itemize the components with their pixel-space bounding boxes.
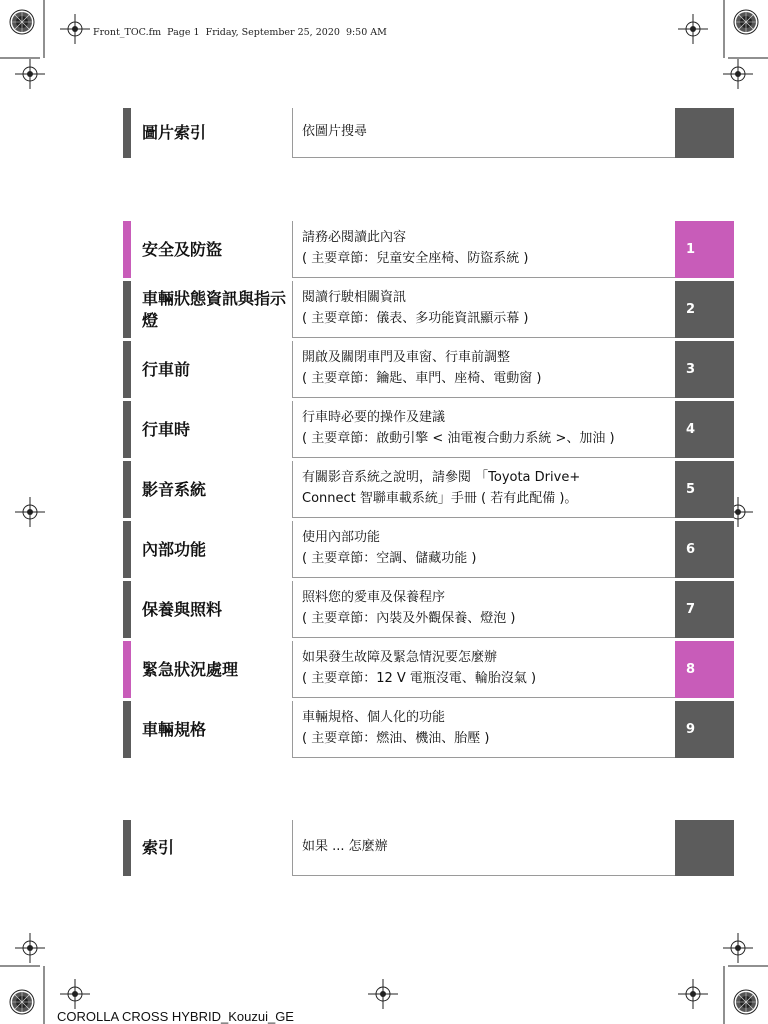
chapter-tab-9[interactable] [675,701,734,758]
chapter-title: 影音系統 [142,479,207,499]
chapter-bar [123,221,131,278]
chapter-title: 行車前 [142,359,191,379]
print-header-text: Front_TOC.fm Page 1 Friday, September 25, 2020 9:50 AM [93,27,387,38]
chapter-desc-line1: 請務必閱讀此內容 [302,230,407,245]
chapter-bar [123,581,131,638]
chapter-desc-line1: 使用內部功能 [302,530,381,545]
chapter-row-8[interactable] [123,641,734,698]
chapter-bar [123,401,131,458]
chapter-desc-line1: 開啟及關閉車門及車窗、行車前調整 [302,350,511,365]
chapter-number: 3 [686,362,696,377]
chapter-desc [292,581,675,638]
alphabetical-index-tab[interactable] [675,820,734,876]
pictorial-index-tab[interactable] [675,108,734,158]
chapter-tab-7[interactable] [675,581,734,638]
chapter-tab-4[interactable] [675,401,734,458]
chapter-bar [123,341,131,398]
chapter-bar [123,641,131,698]
chapter-bar [123,701,131,758]
chapter-row-7[interactable] [123,581,734,638]
chapter-number: 5 [686,482,696,497]
chapter-desc-line1: 照料您的愛車及保養程序 [302,590,446,605]
chapter-desc-line2: ( 主要章節：啟動引擎 < 油電複合動力系統 >、加油 ) [302,430,615,446]
chapter-desc-line2: ( 主要章節：鑰匙、車門、座椅、電動窗 ) [302,370,542,386]
chapter-desc-line1: 閱讀行駛相關資訊 [302,290,407,305]
chapter-number: 2 [686,302,696,317]
chapter-desc-line2: Connect 智聯車載系統」手冊 ( 若有此配備 )。 [302,490,578,506]
chapter-tab-5[interactable] [675,461,734,518]
chapter-row-4[interactable] [123,401,734,458]
chapter-desc [292,701,675,758]
chapter-number: 9 [686,722,696,737]
chapter-desc-line2: ( 主要章節：燃油、機油、胎壓 ) [302,730,490,746]
chapter-tab-2[interactable] [675,281,734,338]
pictorial-index-row[interactable] [123,108,734,158]
chapter-desc-line2: ( 主要章節：儀表、多功能資訊顯示幕 ) [302,310,529,326]
chapter-desc [292,641,675,698]
chapter-desc-line1: 行車時必要的操作及建議 [302,410,446,425]
chapter-title: 車輛狀態資訊與指示燈 [142,288,287,330]
chapter-tab-8[interactable] [675,641,734,698]
chapter-desc [292,341,675,398]
chapter-row-6[interactable] [123,521,734,578]
pictorial-index-desc [292,108,675,158]
print-footer-text: COROLLA CROSS HYBRID_Kouzui_GE [57,1009,294,1024]
chapter-desc [292,221,675,278]
chapter-title: 保養與照料 [142,599,223,619]
chapter-desc-line2: ( 主要章節：12 V 電瓶沒電、輪胎沒氣 ) [302,670,537,686]
chapter-bar [123,281,131,338]
chapter-row-3[interactable] [123,341,734,398]
chapter-tab-6[interactable] [675,521,734,578]
chapter-row-5[interactable] [123,461,734,518]
chapter-desc-line1: 如果發生故障及緊急情況要怎麼辦 [302,650,498,665]
pictorial-index-title: 圖片索引 [142,123,207,142]
chapter-number: 7 [686,602,696,617]
chapter-tab-3[interactable] [675,341,734,398]
chapter-desc [292,461,675,518]
chapter-desc-line2: ( 主要章節：空調、儲藏功能 ) [302,550,477,566]
chapter-title: 緊急狀況處理 [142,659,239,679]
chapter-number: 6 [686,542,696,557]
chapter-number: 8 [686,662,696,677]
chapter-row-2[interactable] [123,281,734,338]
chapter-desc [292,401,675,458]
chapter-row-1[interactable] [123,221,734,278]
chapter-number: 1 [686,242,696,257]
alphabetical-index-row[interactable] [123,820,734,876]
chapter-bar [123,521,131,578]
chapter-number: 4 [686,422,696,437]
section-bar [123,820,131,876]
chapter-desc-line2: ( 主要章節：兒童安全座椅、防盜系統 ) [302,250,529,266]
chapter-desc [292,281,675,338]
chapter-desc-line1: 有關影音系統之說明，請參閱 「Toyota Drive+ [302,470,581,485]
chapter-title: 安全及防盜 [142,239,223,259]
alphabetical-index-desc [292,820,675,876]
chapter-desc [292,521,675,578]
alphabetical-index-desc-text: 如果 ... 怎麼辦 [302,839,388,855]
chapter-desc-line2: ( 主要章節：內裝及外觀保養、燈泡 ) [302,610,516,626]
chapter-desc-line1: 車輛規格、個人化的功能 [302,710,446,725]
section-bar [123,108,131,158]
chapter-row-9[interactable] [123,701,734,758]
alphabetical-index-title: 索引 [142,838,175,857]
chapter-tab-1[interactable] [675,221,734,278]
chapter-title: 內部功能 [142,539,207,559]
pictorial-index-desc-text: 依圖片搜尋 [302,124,368,140]
chapter-title: 行車時 [142,419,191,439]
chapter-title: 車輛規格 [142,719,207,739]
chapter-bar [123,461,131,518]
